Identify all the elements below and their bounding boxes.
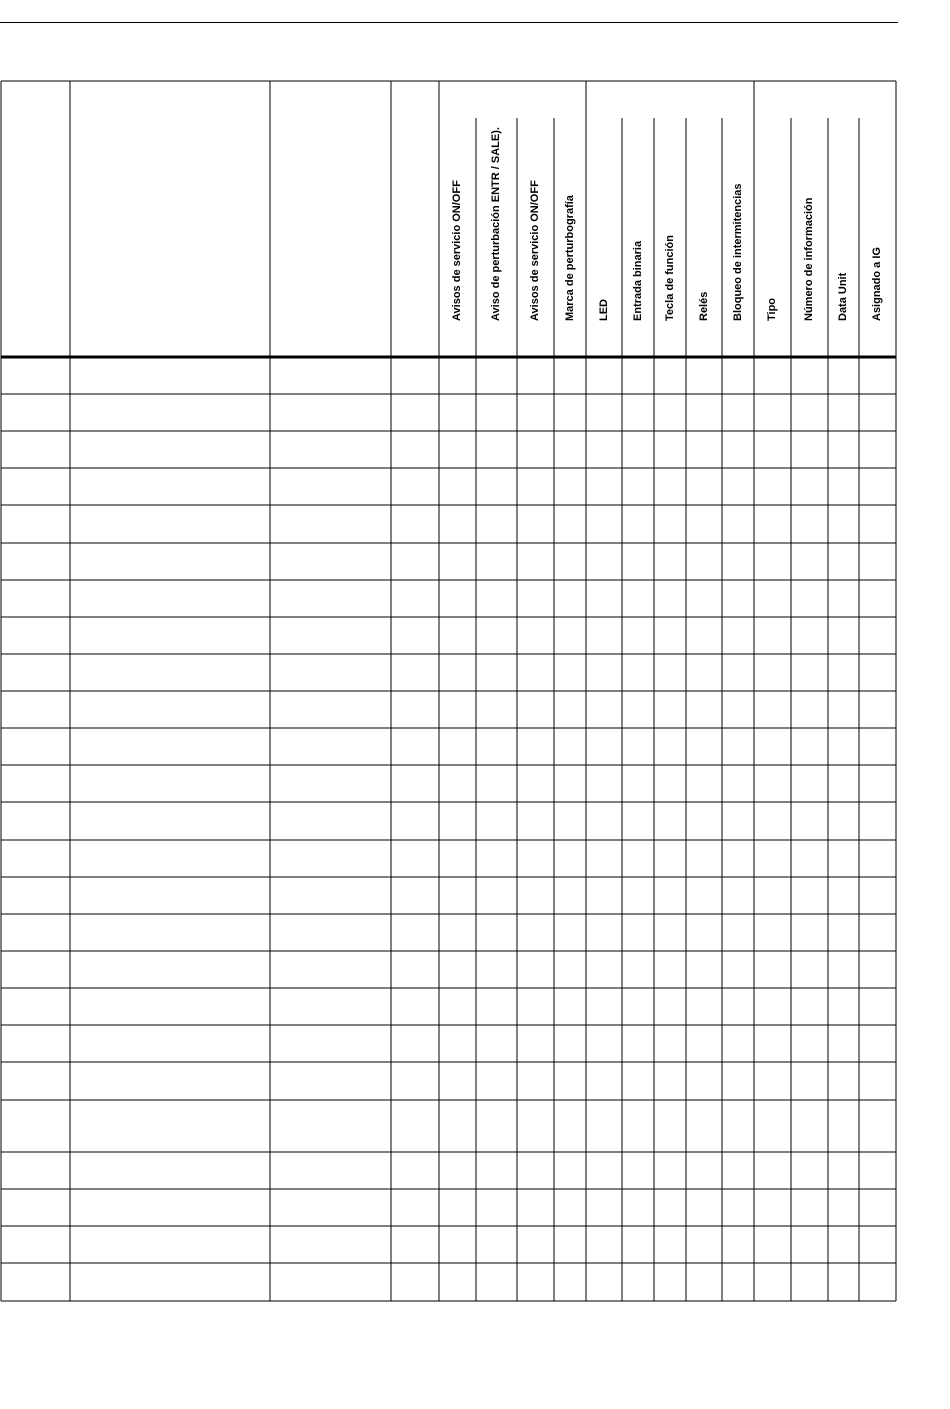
column-header-label: Relés (697, 291, 710, 321)
column-header-label: Bloqueo de intermitencias (731, 183, 744, 321)
column-header-label: Tipo (766, 297, 778, 321)
column-header-label: Avisos de servicio ON/OFF (529, 180, 541, 321)
column-header-label: LED (597, 299, 610, 321)
column-header-label: Entrada binaria (631, 240, 644, 321)
column-header-label: Número de información (803, 197, 815, 321)
column-header-label: Avisos de servicio ON/OFF (451, 180, 463, 321)
column-header-label: Asignado a IG (871, 247, 883, 321)
column-header-label: Tecla de función (663, 235, 676, 321)
column-header-label: Aviso de perturbación ENTR / SALE). (490, 127, 502, 321)
column-header-label: Marca de perturbografía (563, 195, 576, 321)
column-header-label: Data Unit (837, 272, 849, 321)
